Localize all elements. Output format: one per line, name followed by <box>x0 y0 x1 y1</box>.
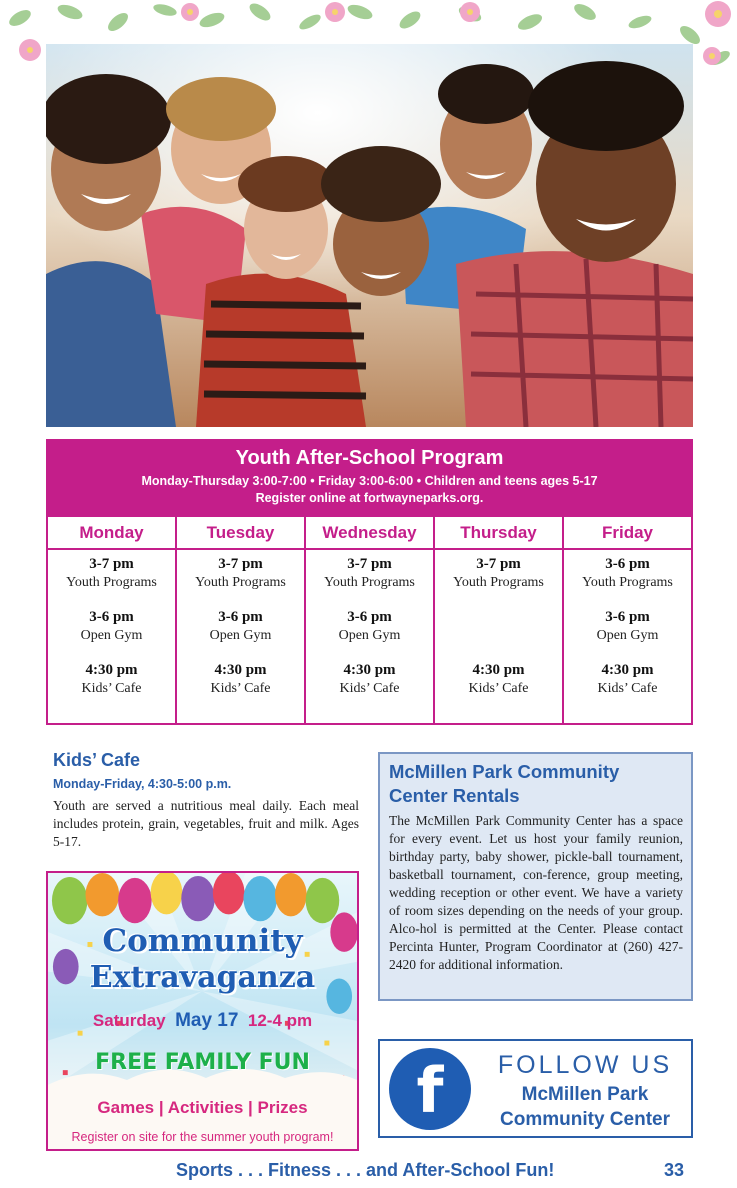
youth-program-schedule <box>46 439 693 725</box>
schedule-slot <box>306 603 433 656</box>
day-column-monday <box>48 517 175 723</box>
rentals-title-line1: McMillen Park Community <box>389 761 620 782</box>
slot-label: Youth Programs <box>582 575 673 590</box>
slot-label: Kids’ Cafe <box>468 681 529 696</box>
schedule-slot <box>306 656 433 709</box>
event-day: Saturday <box>92 1011 166 1030</box>
slot-time: 4:30 pm <box>472 662 525 678</box>
day-name: Thursday <box>435 517 562 550</box>
follow-us-label: FOLLOW US <box>497 1051 673 1079</box>
schedule-slot <box>48 603 175 656</box>
slot-time: 3-6 pm <box>605 609 650 625</box>
slot-time <box>435 603 562 609</box>
schedule-slot <box>564 603 691 656</box>
slot-label: Kids’ Cafe <box>81 681 142 696</box>
slot-label: Youth Programs <box>324 575 415 590</box>
day-column-friday <box>562 517 691 723</box>
schedule-slot <box>48 550 175 603</box>
rentals-title <box>389 760 683 808</box>
slot-time: 4:30 pm <box>343 662 396 678</box>
footer-tagline: Sports . . . Fitness . . . and After-School Fun! <box>176 1160 555 1180</box>
schedule-slot <box>564 550 691 603</box>
day-name: Tuesday <box>177 517 304 550</box>
schedule-slot <box>306 550 433 603</box>
page-number: 33 <box>664 1160 685 1180</box>
slot-label: Kids’ Cafe <box>339 681 400 696</box>
slot-label: Open Gym <box>338 628 401 643</box>
day-column-wednesday <box>304 517 433 723</box>
event-title-line2: Extravaganza <box>89 960 316 995</box>
slot-time: 4:30 pm <box>214 662 267 678</box>
schedule-slot <box>177 550 304 603</box>
schedule-days <box>48 517 691 723</box>
slot-label: Kids’ Cafe <box>597 681 658 696</box>
slot-time: 3-7 pm <box>476 556 521 572</box>
schedule-slot-empty <box>435 603 562 656</box>
event-title-line1: Community <box>102 923 303 959</box>
follow-text <box>480 1051 690 1130</box>
slot-time: 3-6 pm <box>347 609 392 625</box>
community-extravaganza-flyer <box>46 871 359 1151</box>
slot-time: 3-7 pm <box>218 556 263 572</box>
page-footer <box>0 1160 737 1188</box>
schedule-slot <box>177 656 304 709</box>
slot-time: 3-7 pm <box>347 556 392 572</box>
slot-label: Kids’ Cafe <box>210 681 271 696</box>
slot-time: 3-6 pm <box>218 609 263 625</box>
kids-cafe-title: Kids’ Cafe <box>53 750 141 770</box>
day-column-thursday <box>433 517 562 723</box>
day-name: Wednesday <box>306 517 433 550</box>
follow-name-line2: Community Center <box>500 1109 670 1130</box>
event-register-text: Register on site for the summer youth program! <box>71 1130 334 1144</box>
event-date: May 17 <box>175 1010 239 1031</box>
slot-label: Open Gym <box>80 628 143 643</box>
slot-label: Open Gym <box>209 628 272 643</box>
event-time: 12-4 pm <box>247 1011 313 1030</box>
follow-name-line1: McMillen Park <box>521 1084 649 1105</box>
slot-label: Youth Programs <box>453 575 544 590</box>
event-features: Games | Activities | Prizes <box>97 1098 308 1117</box>
schedule-slot <box>564 656 691 709</box>
slot-time: 4:30 pm <box>601 662 654 678</box>
slot-label: Youth Programs <box>66 575 157 590</box>
slot-time: 4:30 pm <box>85 662 138 678</box>
slot-label: Youth Programs <box>195 575 286 590</box>
schedule-slot <box>177 603 304 656</box>
schedule-register-text: Register online at fortwayneparks.org. <box>255 491 484 505</box>
slot-time: 3-7 pm <box>89 556 134 572</box>
day-name: Friday <box>564 517 691 550</box>
follow-us-box[interactable] <box>378 1039 693 1138</box>
schedule-header <box>48 441 691 517</box>
children-photo <box>46 44 693 427</box>
schedule-subtitle: Monday-Thursday 3:00-7:00 • Friday 3:00-6:00 • Children and teens ages 5-17 <box>141 474 598 488</box>
schedule-title: Youth After-School Program <box>235 447 504 469</box>
rentals-title-line2: Center Rentals <box>389 785 520 806</box>
facebook-icon[interactable]: f <box>389 1048 471 1130</box>
schedule-slot <box>435 550 562 603</box>
day-column-tuesday <box>175 517 304 723</box>
day-name: Monday <box>48 517 175 550</box>
kids-cafe-body: Youth are served a nutritious meal daily. Each meal includes protein, grain, vegetables, fruit and milk. Ages 5-17. <box>53 798 359 849</box>
event-free-text: FREE FAMILY FUN <box>95 1050 310 1075</box>
kids-cafe-time: Monday-Friday, 4:30-5:00 p.m. <box>53 777 232 791</box>
schedule-slot <box>435 656 562 709</box>
slot-time: 3-6 pm <box>605 556 650 572</box>
schedule-slot <box>48 656 175 709</box>
slot-label: Open Gym <box>596 628 659 643</box>
kids-cafe-section <box>53 750 359 851</box>
event-date-line <box>48 1010 357 1032</box>
rentals-body: The McMillen Park Community Center has a space for every event. Let us host your family reunion, birthday party, baby shower, pickle-ball tournament, basketball tournament, con-ference, group meeting, wedding reception or other event. We have a variety of room sizes depending on the needs of your group. Alco-hol is permitted at the Center. Please contact Percinta Hunter, Program Coordinator at (260) 427-2420 for additional information. <box>389 813 683 972</box>
center-rentals-box <box>378 752 693 1001</box>
slot-time: 3-6 pm <box>89 609 134 625</box>
